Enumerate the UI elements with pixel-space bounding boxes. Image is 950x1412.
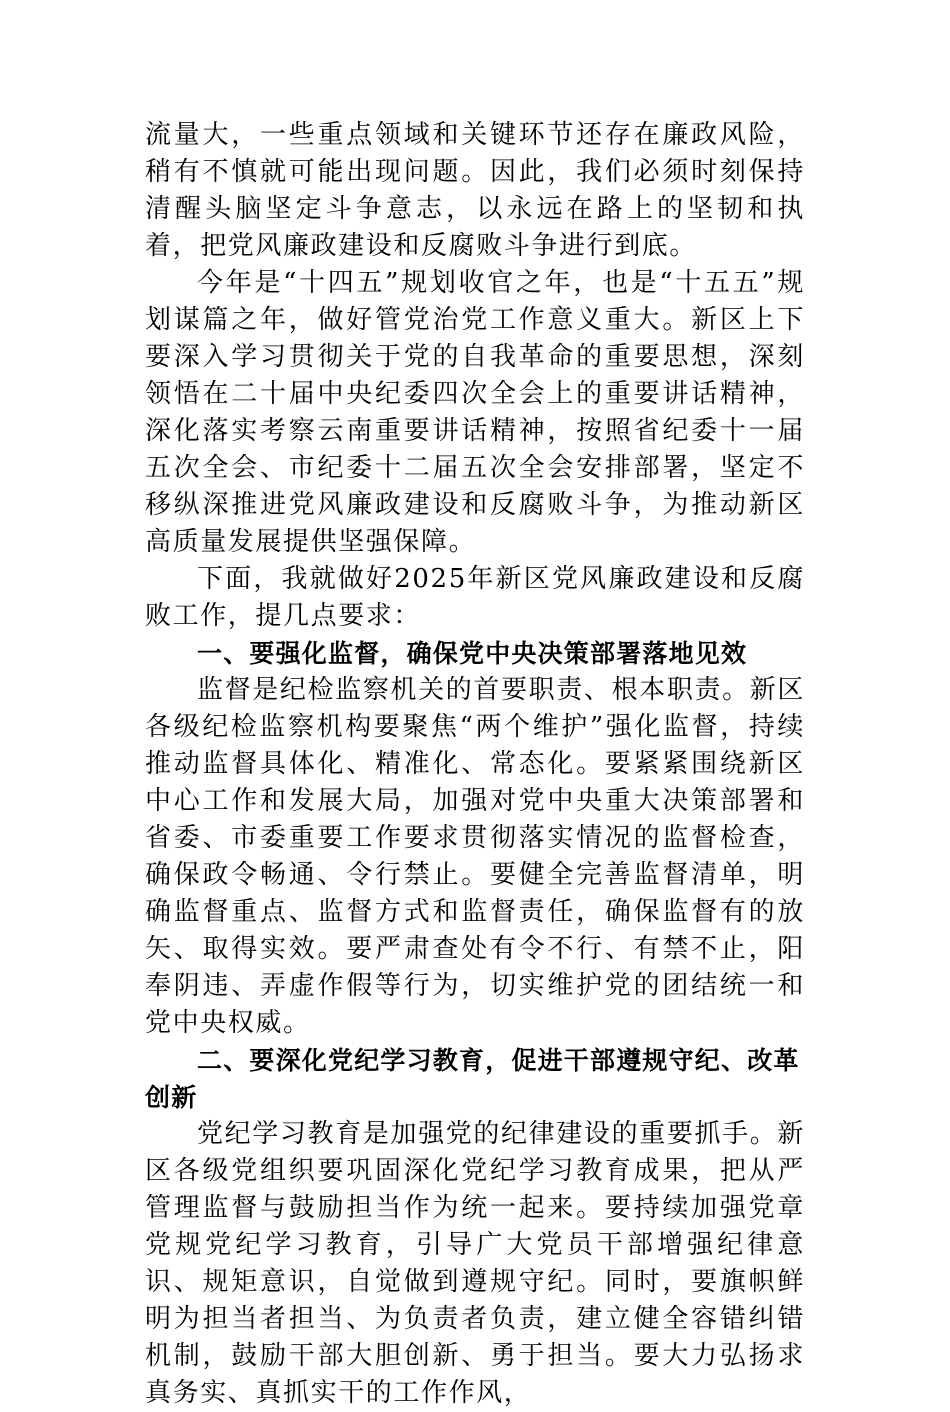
body-paragraph: 下面，我就做好2025年新区党风廉政建设和反腐败工作，提几点要求： <box>145 564 805 631</box>
body-paragraph: 党纪学习教育是加强党的纪律建设的重要抓手。新区各级党组织要巩固深化党纪学习教育成果，把从严管理监督与鼓励担当作为统一起来。要持续加强党章党规党纪学习教育，引导广大党员干部增强纪律意识、规矩意识，自觉做到遵规守纪。同时，要旗帜鲜明为担当者担当、为负责者负责，建立健全容错纠错机制，鼓励干部大胆创新、勇于担当。要大力弘扬求真务实、真抓实干的工作作风， <box>145 1119 805 1408</box>
section-heading: 二、要深化党纪学习教育，促进干部遵规守纪、改革创新 <box>145 1046 800 1112</box>
body-paragraph: 今年是“十四五”规划收官之年，也是“十五五”规划谋篇之年，做好管党治党工作意义重大。新区上下要深入学习贯彻关于党的自我革命的重要思想，深刻领悟在二十届中央纪委四次全会上的重要讲话精神，深化落实考察云南重要讲话精神，按照省纪委十一届五次全会、市纪委十二届五次全会安排部署，坚定不移纵深推进党风廉政建设和反腐败斗争，为推动新区高质量发展提供坚强保障。 <box>145 268 805 557</box>
section-heading: 一、要强化监督，确保党中央决策部署落地见效 <box>197 639 748 668</box>
body-paragraph: 流量大，一些重点领域和关键环节还存在廉政风险，稍有不慎就可能出现问题。因此，我们必须时刻保持清醒头脑坚定斗争意志，以永远在路上的坚韧和执着，把党风廉政建设和反腐败斗争进行到底。 <box>145 120 805 261</box>
body-paragraph: 监督是纪检监察机关的首要职责、根本职责。新区各级纪检监察机构要聚焦“两个维护”强化监督，持续推动监督具体化、精准化、常态化。要紧紧围绕新区中心工作和发展大局，加强对党中央重大决策部署和省委、市委重要工作要求贯彻落实情况的监督检查，确保政令畅通、令行禁止。要健全完善监督清单，明确监督重点、监督方式和监督责任，确保监督有的放矢、取得实效。要严肃查处有令不行、有禁不止，阳奉阴违、弄虚作假等行为，切实维护党的团结统一和党中央权威。 <box>145 675 805 1038</box>
document-page <box>145 117 805 1412</box>
